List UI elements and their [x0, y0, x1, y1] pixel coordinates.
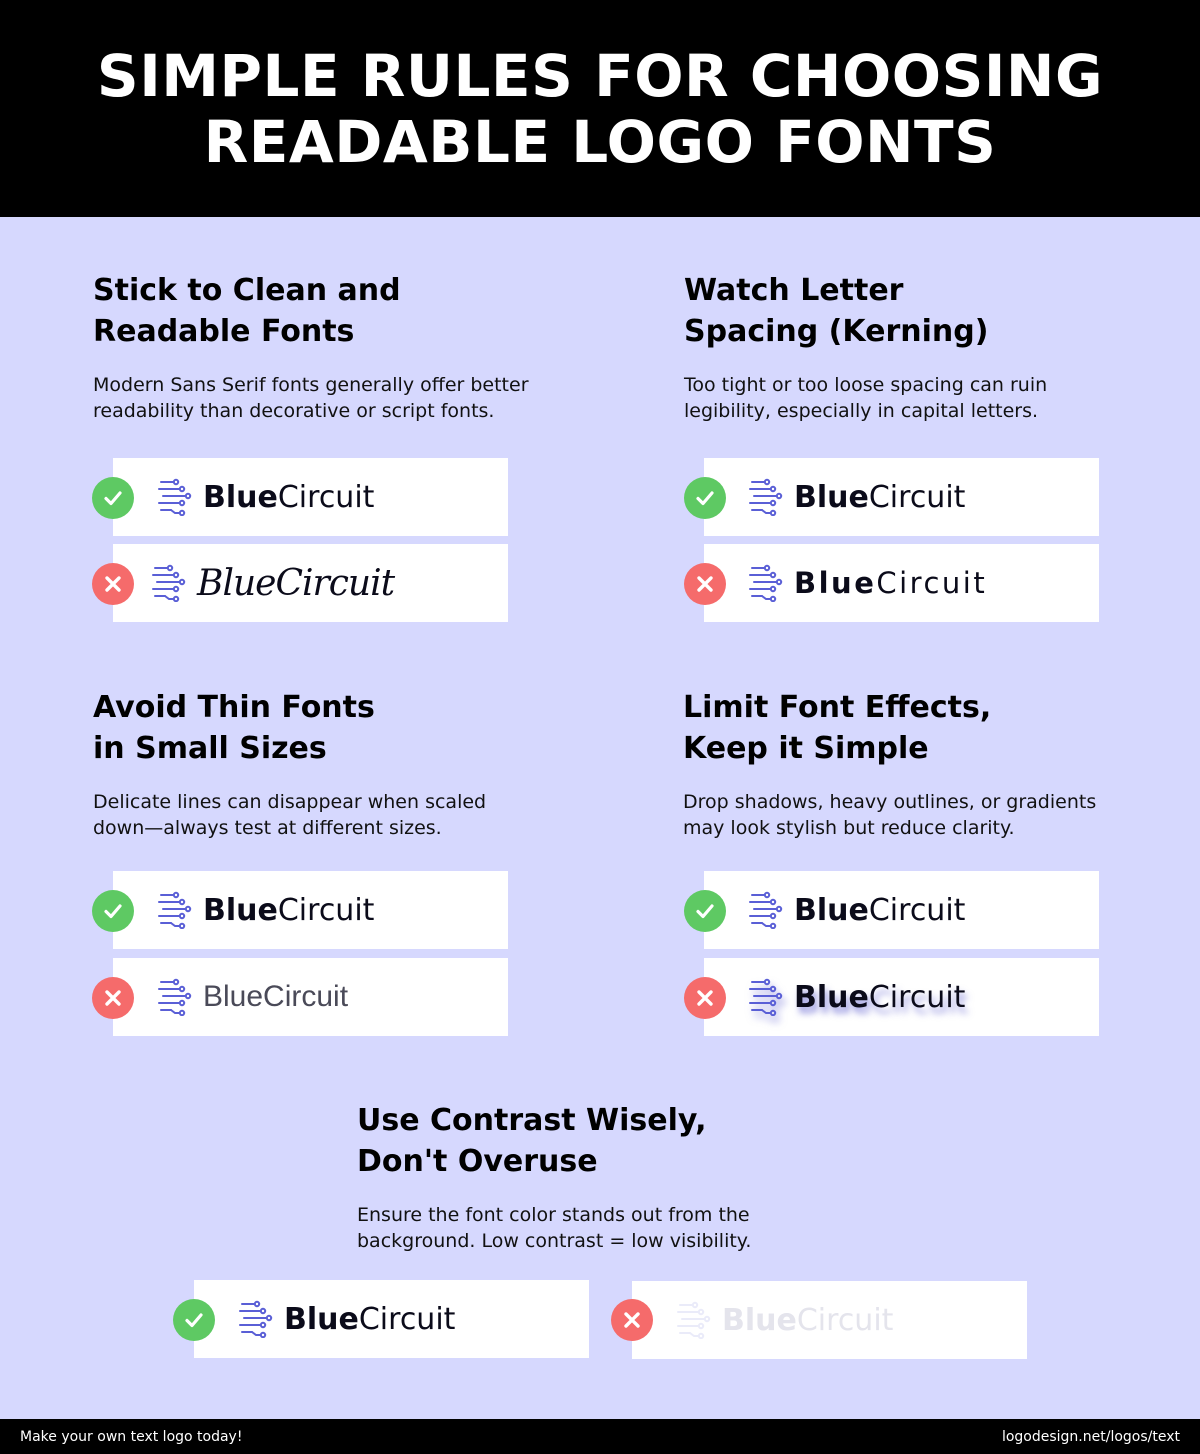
circuit-lines-icon: [157, 891, 193, 929]
logo: [748, 871, 965, 949]
wordmark: BlueCircuit: [794, 479, 966, 515]
wordmark-shadow: BlueCircuit: [794, 979, 966, 1015]
page-title: SIMPLE RULES FOR CHOOSING READABLE LOGO FONTS: [96, 41, 1104, 176]
cross-icon: [92, 563, 134, 605]
rule-title: Limit Font Effects, Keep it Simple: [683, 690, 992, 766]
good-example-card: [704, 871, 1099, 949]
rule-clean-fonts: [93, 270, 529, 424]
logo: [238, 1280, 455, 1358]
logo: [157, 871, 374, 949]
logo: [157, 958, 348, 1036]
wordmark-loose: BlueCircuit: [794, 566, 988, 600]
circuit-lines-icon: [238, 1300, 274, 1338]
wordmark: BlueCircuit: [284, 1301, 456, 1337]
rule-contrast: [357, 1100, 751, 1254]
good-example-card: [113, 871, 508, 949]
logo: [748, 544, 987, 622]
circuit-lines-icon: [157, 478, 193, 516]
bad-example-card: [704, 958, 1099, 1036]
circuit-lines-icon: [748, 891, 784, 929]
wordmark-low-contrast: BlueCircuit: [722, 1302, 894, 1338]
logo: [157, 458, 374, 536]
rule-font-effects: [683, 687, 1096, 841]
rule-body: Modern Sans Serif fonts generally offer better readability than decorative or script fonts.: [93, 374, 529, 422]
rule-title: Stick to Clean and Readable Fonts: [93, 273, 401, 349]
good-example-card: [113, 458, 508, 536]
checkmark-icon: [684, 477, 726, 519]
wordmark: BlueCircuit: [203, 479, 375, 515]
logo: [748, 958, 965, 1036]
bad-example-card: [113, 544, 508, 622]
wordmark-thin: BlueCircuit: [203, 980, 349, 1013]
circuit-lines-icon: [748, 564, 784, 602]
bad-example-card: [704, 544, 1099, 622]
cross-icon: [92, 977, 134, 1019]
rule-title: Avoid Thin Fonts in Small Sizes: [93, 690, 375, 766]
bad-example-card: [113, 958, 508, 1036]
checkmark-icon: [92, 477, 134, 519]
logo: [151, 544, 394, 622]
circuit-lines-icon: [748, 978, 784, 1016]
circuit-lines-icon: [157, 978, 193, 1016]
checkmark-icon: [684, 890, 726, 932]
bad-example-card: [632, 1281, 1027, 1359]
checkmark-icon: [173, 1299, 215, 1341]
logo: [676, 1281, 893, 1359]
checkmark-icon: [92, 890, 134, 932]
rule-body: Drop shadows, heavy outlines, or gradients may look stylish but reduce clarity.: [683, 791, 1097, 839]
footer-bar: [0, 1419, 1200, 1454]
logo: [748, 458, 965, 536]
rule-body: Too tight or too loose spacing can ruin legibility, especially in capital letters.: [684, 374, 1048, 422]
circuit-lines-icon: [151, 564, 187, 602]
footer-cta: Make your own text logo today!: [20, 1428, 243, 1445]
rule-title: Watch Letter Spacing (Kerning): [684, 273, 989, 349]
circuit-lines-icon: [748, 478, 784, 516]
wordmark: BlueCircuit: [203, 892, 375, 928]
rule-body: Ensure the font color stands out from the background. Low contrast = low visibility.: [357, 1204, 752, 1252]
good-example-card: [194, 1280, 589, 1358]
cross-icon: [684, 563, 726, 605]
footer-url[interactable]: logodesign.net/logos/text: [1001, 1428, 1180, 1445]
cross-icon: [611, 1299, 653, 1341]
good-example-card: [704, 458, 1099, 536]
rule-thin-fonts: [93, 687, 486, 841]
wordmark-script: BlueCircuit: [197, 562, 395, 604]
wordmark: BlueCircuit: [794, 892, 966, 928]
rule-letter-spacing: [684, 270, 1047, 424]
rule-body: Delicate lines can disappear when scaled down—always test at different sizes.: [93, 791, 487, 839]
rule-title: Use Contrast Wisely, Don't Overuse: [357, 1103, 707, 1179]
circuit-lines-icon: [676, 1301, 712, 1339]
cross-icon: [684, 977, 726, 1019]
header-banner: [0, 0, 1200, 217]
